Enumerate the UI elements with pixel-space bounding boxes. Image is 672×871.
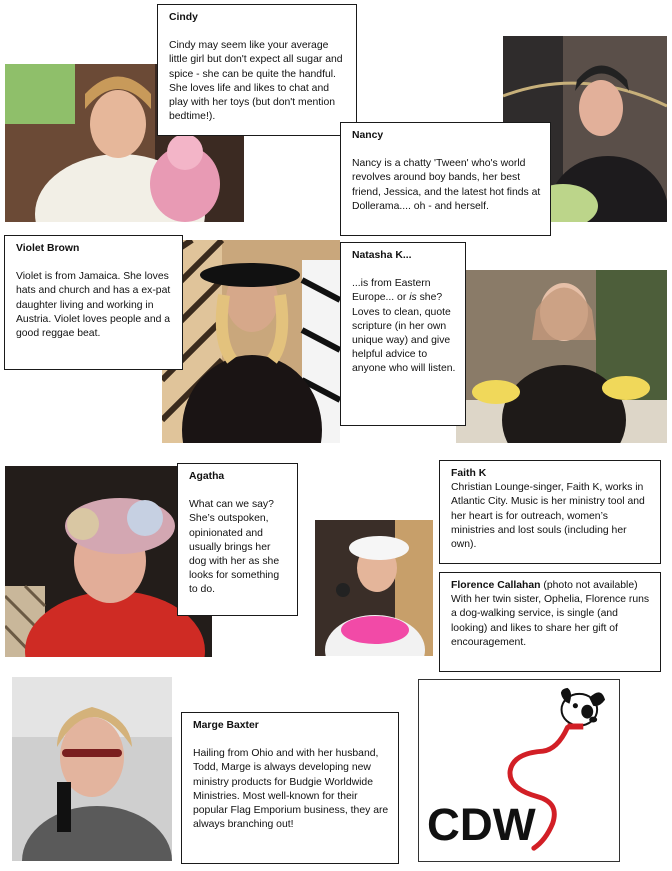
cindy-name: Cindy <box>169 12 198 23</box>
faith-name: Faith K <box>451 468 487 479</box>
violet-card <box>4 235 183 370</box>
faith-card <box>439 460 661 564</box>
violet-description: Violet is from Jamaica. She loves hats and church and has a ex-pat daughter living and working in Austria. Violet loves people and a good reggae beat. <box>16 271 171 340</box>
violet-name: Violet Brown <box>16 243 80 254</box>
marge-name: Marge Baxter <box>193 720 259 731</box>
marge-card <box>181 712 399 864</box>
florence-description: With her twin sister, Ophelia, Florence runs a dog-walking service, is single (and looking) and likes to share her gift of encouragement. <box>451 594 650 648</box>
natasha-description: ...is from Eastern Europe... or is she? Loves to clean, quote scripture (in her own unique way) and give helpful advice to anyone who will listen. <box>352 278 456 375</box>
nancy-description: Nancy is a chatty 'Tween' who's world revolves around boy bands, her best friend, Jessica, and the latest hot finds at Dollerama.... oh - and herself. <box>352 158 541 212</box>
faith-description: Christian Lounge-singer, Faith K, works in Atlantic City. Music is her ministry tool and her heart is for outreach, women’s ministries and lost souls (including her own). <box>451 482 645 551</box>
florence-heading <box>451 580 638 591</box>
nancy-name: Nancy <box>352 130 384 141</box>
natasha-card <box>340 242 466 426</box>
cdw-logo <box>418 679 620 862</box>
violet-photo <box>162 240 340 443</box>
agatha-description: What can we say? She’s outspoken, opinionated and usually brings her dog with her as she looks for something to do. <box>189 499 280 596</box>
agatha-card <box>177 463 298 616</box>
nancy-card <box>340 122 551 236</box>
cindy-card <box>157 4 357 136</box>
florence-name: Florence Callahan <box>451 580 541 591</box>
natasha-photo <box>456 270 667 443</box>
florence-card <box>439 572 661 672</box>
cindy-description: Cindy may seem like your average little girl but don't expect all sugar and spice - she can be quite the handful. She loves life and likes to chat and play with her toys (but don't mention bedtime!). <box>169 40 343 123</box>
marge-photo <box>12 677 172 861</box>
faith-photo <box>315 520 433 656</box>
dog-leash-icon <box>419 680 619 861</box>
florence-note: (photo not available) <box>540 580 638 591</box>
natasha-name: Natasha K... <box>352 250 412 261</box>
cdw-logo-text: CDW <box>427 799 536 851</box>
agatha-name: Agatha <box>189 471 225 482</box>
marge-description: Hailing from Ohio and with her husband, Todd, Marge is always developing new ministry products for Budgie Worldwide Ministries. Most well-known for their popular Flag Emporium business, they are always branching out! <box>193 748 389 831</box>
